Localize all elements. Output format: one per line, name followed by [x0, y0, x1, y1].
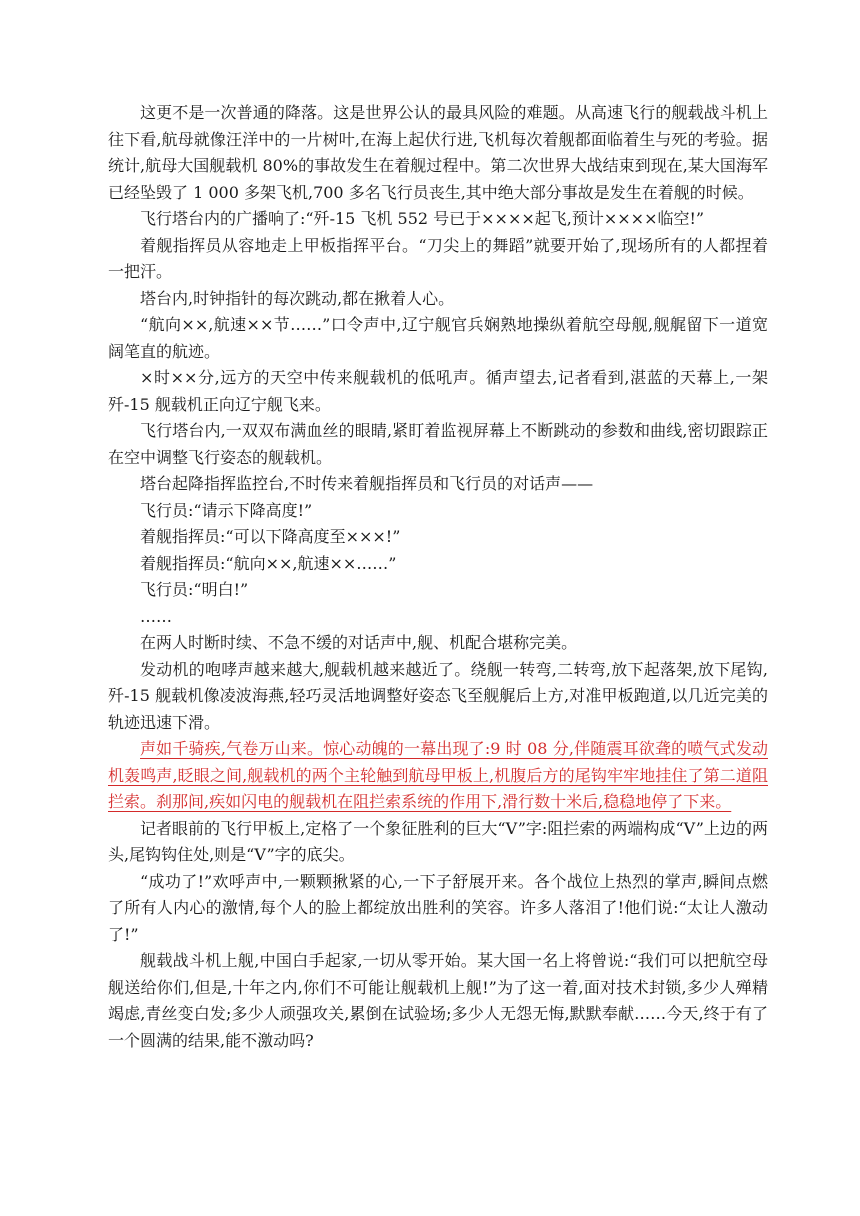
dialogue-line: 着舰指挥员:“可以下降高度至×××!” — [140, 527, 401, 546]
article-body — [108, 100, 768, 1054]
paragraph: 塔台起降指挥监控台,不时传来着舰指挥员和飞行员的对话声—— — [140, 474, 594, 493]
paragraph: 在两人时断时续、不急不缓的对话声中,舰、机配合堪称完美。 — [140, 633, 578, 652]
paragraph: 舰载战斗机上舰,中国白手起家,一切从零开始。某大国一名上将曾说:“我们可以把航空母舰送给你们,但是,十年之内,你们不可能让舰载机上舰!”为了这一着,面对技术封锁,多少人殚精竭虑,青丝变白发;多少人顽强攻关,累倒在试验场;多少人无怨无悔,默默奉献……今天,终于有了一个圆满的结果,能不激动吗? — [108, 951, 768, 1050]
highlighted-paragraph: 声如千骑疾,气卷万山来。惊心动魄的一幕出现了:9 时 08 分,伴随震耳欲聋的喷气式发动机轰鸣声,眨眼之间,舰载机的两个主轮触到航母甲板上,机腹后方的尾钩牢牢地挂住了第二道阻拦索。刹那间,疾如闪电的舰载机在阻拦索系统的作用下,滑行数十米后,稳稳地停了下来。 — [108, 739, 768, 811]
paragraph: 这更不是一次普通的降落。这是世界公认的最具风险的难题。从高速飞行的舰载战斗机上往下看,航母就像汪洋中的一片树叶,在海上起伏行进,飞机每次着舰都面临着生与死的考验。据统计,航母大国舰载机 80%的事故发生在着舰过程中。第二次世界大战结束到现在,某大国海军已经坠毁了 1 000 多架飞机,700 多名飞行员丧生,其中绝大部分事故是发生在着舰的时候。 — [108, 103, 768, 202]
dialogue-line: 着舰指挥员:“航向××,航速××……” — [140, 553, 397, 573]
paragraph: 飞行塔台内,一双双布满血丝的眼睛,紧盯着监视屏幕上不断跳动的参数和曲线,密切跟踪正在空中调整飞行姿态的舰载机。 — [108, 421, 768, 467]
paragraph: “成功了!”欢呼声中,一颗颗揪紧的心,一下子舒展开来。各个战位上热烈的掌声,瞬间点燃了所有人内心的激情,每个人的脸上都绽放出胜利的笑容。许多人落泪了!他们说:“太让人激动了!” — [108, 871, 768, 944]
paragraph: “航向××,航速××节……”口令声中,辽宁舰官兵娴熟地操纵着航空母舰,舰艉留下一道宽阔笔直的航迹。 — [108, 315, 768, 361]
paragraph: 塔台内,时钟指针的每次跳动,都在揪着人心。 — [140, 288, 455, 308]
paragraph: 飞行塔台内的广播响了:“歼-15 飞机 552 号已于××××起飞,预计××××临空!” — [140, 209, 705, 228]
dialogue-line: 飞行员:“明白!” — [140, 580, 249, 599]
dialogue-line: 飞行员:“请示下降高度!” — [140, 500, 313, 520]
ellipsis-line: …… — [140, 606, 172, 626]
paragraph: 记者眼前的飞行甲板上,定格了一个象征胜利的巨大“V”字:阻拦索的两端构成“V”上边的两头,尾钩钩住处,则是“V”字的底尖。 — [108, 818, 768, 864]
paragraph: 着舰指挥员从容地走上甲板指挥平台。“刀尖上的舞蹈”就要开始了,现场所有的人都捏着一把汗。 — [108, 235, 768, 281]
paragraph: ×时××分,远方的天空中传来舰载机的低吼声。循声望去,记者看到,湛蓝的天幕上,一架歼-15 舰载机正向辽宁舰飞来。 — [108, 368, 768, 414]
paragraph: 发动机的咆哮声越来越大,舰载机越来越近了。绕舰一转弯,二转弯,放下起落架,放下尾钩,歼-15 舰载机像凌波海燕,轻巧灵活地调整好姿态飞至舰艉后上方,对准甲板跑道,以几近完美的轨迹迅速下滑。 — [108, 659, 768, 732]
